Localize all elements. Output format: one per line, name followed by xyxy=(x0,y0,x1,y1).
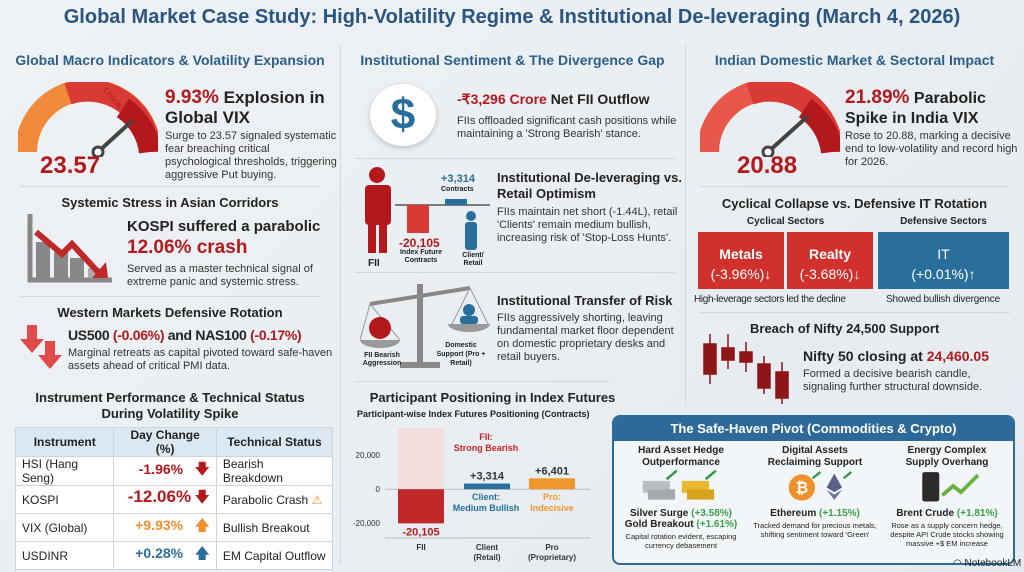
section-header-institutional: Institutional Sentiment & The Divergence Gap xyxy=(360,52,665,68)
svg-text:₿: ₿ xyxy=(795,479,809,497)
us500-label: US500 xyxy=(68,327,110,343)
change-value: -12.06% xyxy=(127,487,192,506)
fii-outflow-headline xyxy=(457,91,650,108)
west-body: Marginal retreats as capital pivoted toward safe-haven assets ahead of critical PMI data. xyxy=(68,347,333,372)
arrow-up-icon: 🡅 xyxy=(194,517,210,534)
instrument-cell: VIX (Global) xyxy=(16,514,114,542)
metals-change: (-3.96%) xyxy=(710,266,765,282)
warning-icon: ⚠ xyxy=(311,492,323,507)
arrow-up-icon: 🡅 xyxy=(194,545,210,562)
divider xyxy=(20,296,320,297)
arrow-down-icon: 🡇 xyxy=(194,489,210,506)
x-tick-label: Pro xyxy=(545,543,559,552)
energy-column xyxy=(882,445,1012,548)
divider xyxy=(355,158,675,159)
india-vix-headline xyxy=(845,88,986,129)
brent-label: Brent Crude xyxy=(896,508,955,519)
instrument-table xyxy=(15,427,333,570)
change-value: -1.96% xyxy=(138,460,184,477)
risk-title: Institutional Transfer of Risk xyxy=(497,293,673,308)
annotation: FII: xyxy=(479,432,493,442)
nifty-body: Formed a decisive bearish candle, signaling further structural downside. xyxy=(803,368,983,393)
realty-label: Realty xyxy=(808,246,852,262)
global-vix-value: 23.57 xyxy=(40,152,101,179)
annotation: Indecisive xyxy=(530,503,574,513)
notebooklm-watermark xyxy=(950,558,1024,569)
falling-chart-icon xyxy=(26,212,114,286)
arrow-up-icon: ↑ xyxy=(968,266,976,282)
silver-line xyxy=(616,508,746,519)
nifty-headline xyxy=(803,348,989,364)
it-change: (+0.01%) xyxy=(911,266,969,282)
divider xyxy=(355,272,675,273)
hard-asset-column xyxy=(616,445,746,550)
ethereum-change: (+1.15%) xyxy=(819,508,860,519)
fii-contracts-unit: Index Future Contracts xyxy=(399,249,442,264)
col-header: Technical Status xyxy=(216,428,332,457)
data-label: +3,314 xyxy=(470,470,504,483)
status-text: Parabolic Crash xyxy=(222,492,309,507)
kospi-body: Served as a master technical signal of extreme panic and systemic stress. xyxy=(127,263,313,288)
it-label: IT xyxy=(937,246,950,262)
outflow-value: -₹3,296 Crore xyxy=(457,91,547,107)
ethereum-line xyxy=(750,508,880,519)
vix-title-a: Explosion in xyxy=(223,88,325,107)
divider xyxy=(20,186,320,187)
kospi-crash: 12.06% crash xyxy=(127,237,248,258)
ivix-b: Spike in India VIX xyxy=(845,110,979,127)
gold-change: (+1.61%) xyxy=(696,519,738,530)
safe-haven-panel xyxy=(612,415,1015,565)
instrument-cell: KOSPI xyxy=(16,486,114,514)
client-contracts-value: +3,314 xyxy=(441,173,475,185)
change-cell xyxy=(114,486,216,514)
status-cell: Bearish Breakdown xyxy=(216,457,332,486)
energy-body: Rose as a supply concern hedge, despite API Crude stocks showing massive +$ EM increase xyxy=(890,521,1004,548)
positioning-bar-chart xyxy=(340,420,610,572)
arrow-down-icon: 🡇 xyxy=(194,460,210,478)
nifty-title: Breach of Nifty 24,500 Support xyxy=(750,321,940,336)
change-cell xyxy=(114,457,216,486)
fii-background-bar xyxy=(398,428,444,489)
digital-assets-title: Digital Assets Reclaiming Support xyxy=(767,445,863,468)
table-row xyxy=(16,486,333,514)
change-value: +9.93% xyxy=(135,517,184,533)
y-tick-label: 20,000 xyxy=(355,451,380,461)
sector-it xyxy=(878,232,1009,289)
cyclical-caption: High-leverage sectors led the decline xyxy=(694,294,846,305)
instrument-cell: HSI (Hang Seng) xyxy=(16,457,114,486)
risk-body: FIIs aggressively shorting, leaving fundamental market floor dependent on domestic proprietary desks and retail buyers. xyxy=(497,312,674,363)
asia-title: Systemic Stress in Asian Corridors xyxy=(61,195,279,210)
hard-asset-title: Hard Asset Hedge Outperformance xyxy=(638,445,724,468)
y-tick-label: 0 xyxy=(375,485,380,495)
cyclical-label: Cyclical Sectors xyxy=(746,216,825,227)
x-tick-label: (Proprietary) xyxy=(527,553,577,562)
safe-haven-header: The Safe-Haven Pivot (Commodities & Crypto) xyxy=(614,417,1013,441)
y-tick-label: -20,000 xyxy=(352,519,380,529)
change-value: +0.28% xyxy=(135,545,184,561)
page-title: Global Market Case Study: High-Volatility Regime & Institutional De-leveraging (March 4, 2026) xyxy=(63,6,961,28)
sector-metals xyxy=(698,232,784,289)
notebooklm-logo-icon: ◠ xyxy=(953,558,962,569)
watermark-text: NotebookLM xyxy=(964,558,1022,569)
divider xyxy=(685,45,686,405)
fii-label: FII xyxy=(368,258,380,269)
ivix-body: Rose to 20.88, marking a decisive end to low-volatility and record high for 2026. xyxy=(845,130,1018,168)
hard-asset-body: Capital rotation evident, escaping currency debasement xyxy=(625,532,737,550)
chart-section-title: Participant Positioning in Index Futures xyxy=(369,390,616,405)
x-tick-label: (Retail) xyxy=(473,553,501,562)
nas100-change: (-0.17%) xyxy=(250,327,302,343)
ivix-a: Parabolic xyxy=(913,90,986,107)
fii-contracts-value: -20,105 xyxy=(399,236,440,250)
table-title xyxy=(0,390,340,422)
outflow-title: Net FII Outflow xyxy=(550,91,650,107)
table-row xyxy=(16,514,333,542)
bar-1 xyxy=(464,484,510,490)
status-cell: Bullish Breakout xyxy=(216,514,332,542)
bearish-candles-icon xyxy=(700,334,790,404)
scale-left-label: FII Bearish Aggression xyxy=(362,352,402,367)
divider xyxy=(355,381,610,382)
rotation-title: Cyclical Collapse vs. Defensive IT Rotation xyxy=(721,196,988,211)
vix-body: Surge to 23.57 signaled systematic fear breaching critical psychological thresholds, triggering aggressive Put buying. xyxy=(165,130,337,181)
silver-label: Silver Surge xyxy=(630,508,689,519)
ethereum-label: Ethereum xyxy=(770,508,817,519)
annotation: Strong Bearish xyxy=(453,443,519,453)
metals-label: Metals xyxy=(719,246,763,262)
realty-change: (-3.68%) xyxy=(799,266,854,282)
status-cell xyxy=(216,486,332,514)
nifty-value: 24,460.05 xyxy=(926,348,989,364)
section-header-global-macro: Global Macro Indicators & Volatility Expansion xyxy=(15,52,325,68)
scale-right-label: Domestic Support (Pro + Retail) xyxy=(436,342,486,367)
x-tick-label: Client xyxy=(475,543,499,552)
annotation: Medium Bullish xyxy=(452,503,520,513)
outflow-body: FIIs offloaded significant cash positions while maintaining a 'Strong Bearish' stance. xyxy=(457,115,677,140)
digital-assets-body: Tracked demand for precious metals, shifting sentiment toward 'Green' xyxy=(753,521,877,539)
us500-change: (-0.06%) xyxy=(112,327,165,343)
arrow-down-icon: ↓ xyxy=(853,266,861,282)
dollar-icon: $ xyxy=(370,84,436,146)
nas100-label: NAS100 xyxy=(195,327,247,343)
bar-0 xyxy=(398,489,444,523)
client-label: Client/ Retail xyxy=(462,252,484,267)
annotation: Client: xyxy=(472,492,500,502)
brent-change: (+1.81%) xyxy=(956,508,998,519)
delev-body: FIIs maintain net short (-1.44L), retail 'Clients' remain medium bullish, increasing risk of 'Stop-Loss Hunts'. xyxy=(497,206,678,244)
table-header-row xyxy=(16,428,333,457)
defensive-label: Defensive Sectors xyxy=(900,216,987,227)
annotation: Pro: xyxy=(543,492,561,502)
ivix-pct: 21.89% xyxy=(845,87,910,108)
and-label: and xyxy=(167,327,192,343)
vix-pct: 9.93% xyxy=(165,87,219,108)
kospi-headline: KOSPI suffered a parabolic xyxy=(127,218,321,235)
arrow-down-icon: ↓ xyxy=(764,266,772,282)
instrument-cell: USDINR xyxy=(16,542,114,570)
col-header: Day Change (%) xyxy=(114,428,216,457)
client-contracts-unit: Contracts xyxy=(441,186,474,193)
change-cell xyxy=(114,514,216,542)
table-row xyxy=(16,457,333,486)
nifty-label: Nifty 50 closing at xyxy=(803,348,923,364)
down-arrows-icon xyxy=(20,325,64,371)
oil-barrel-icon xyxy=(887,469,1007,503)
change-cell xyxy=(114,542,216,570)
digital-assets-column xyxy=(750,445,880,539)
vix-title-b: Global VIX xyxy=(165,108,251,127)
sector-realty xyxy=(787,232,873,289)
global-vix-headline xyxy=(165,88,337,128)
brent-line xyxy=(882,508,1012,519)
chart-title: Participant-wise Index Futures Positioning (Contracts) xyxy=(357,409,590,419)
col-header: Instrument xyxy=(16,428,114,457)
west-title: Western Markets Defensive Rotation xyxy=(57,305,283,320)
divider xyxy=(700,186,1010,187)
status-cell: EM Capital Outflow xyxy=(216,542,332,570)
silver-gold-bars-icon xyxy=(626,469,736,503)
india-vix-gauge-icon xyxy=(700,82,840,157)
energy-title: Energy Complex Supply Overhang xyxy=(905,445,989,468)
west-headline xyxy=(68,327,301,343)
table-row xyxy=(16,542,333,570)
table-title-b: During Volatility Spike xyxy=(101,406,239,421)
silver-change: (+3.58%) xyxy=(691,508,732,519)
bitcoin-ethereum-icon xyxy=(760,469,870,503)
divider xyxy=(700,312,1010,313)
delev-title: Institutional De-leveraging vs. Retail Optimism xyxy=(497,170,682,201)
gauge-threshold-label: Critical Threshold xyxy=(101,85,149,140)
bar-2 xyxy=(529,478,575,489)
data-label: +6,401 xyxy=(535,465,569,478)
data-label: -20,105 xyxy=(402,526,440,539)
gold-line xyxy=(616,519,746,530)
india-vix-value: 20.88 xyxy=(737,152,798,179)
defensive-caption: Showed bullish divergence xyxy=(886,294,1000,305)
table-title-a: Instrument Performance & Technical Status xyxy=(35,390,305,405)
x-tick-label: FII xyxy=(416,543,426,552)
gold-label: Gold Breakout xyxy=(624,519,694,530)
section-header-indian-market: Indian Domestic Market & Sectoral Impact xyxy=(714,52,995,68)
